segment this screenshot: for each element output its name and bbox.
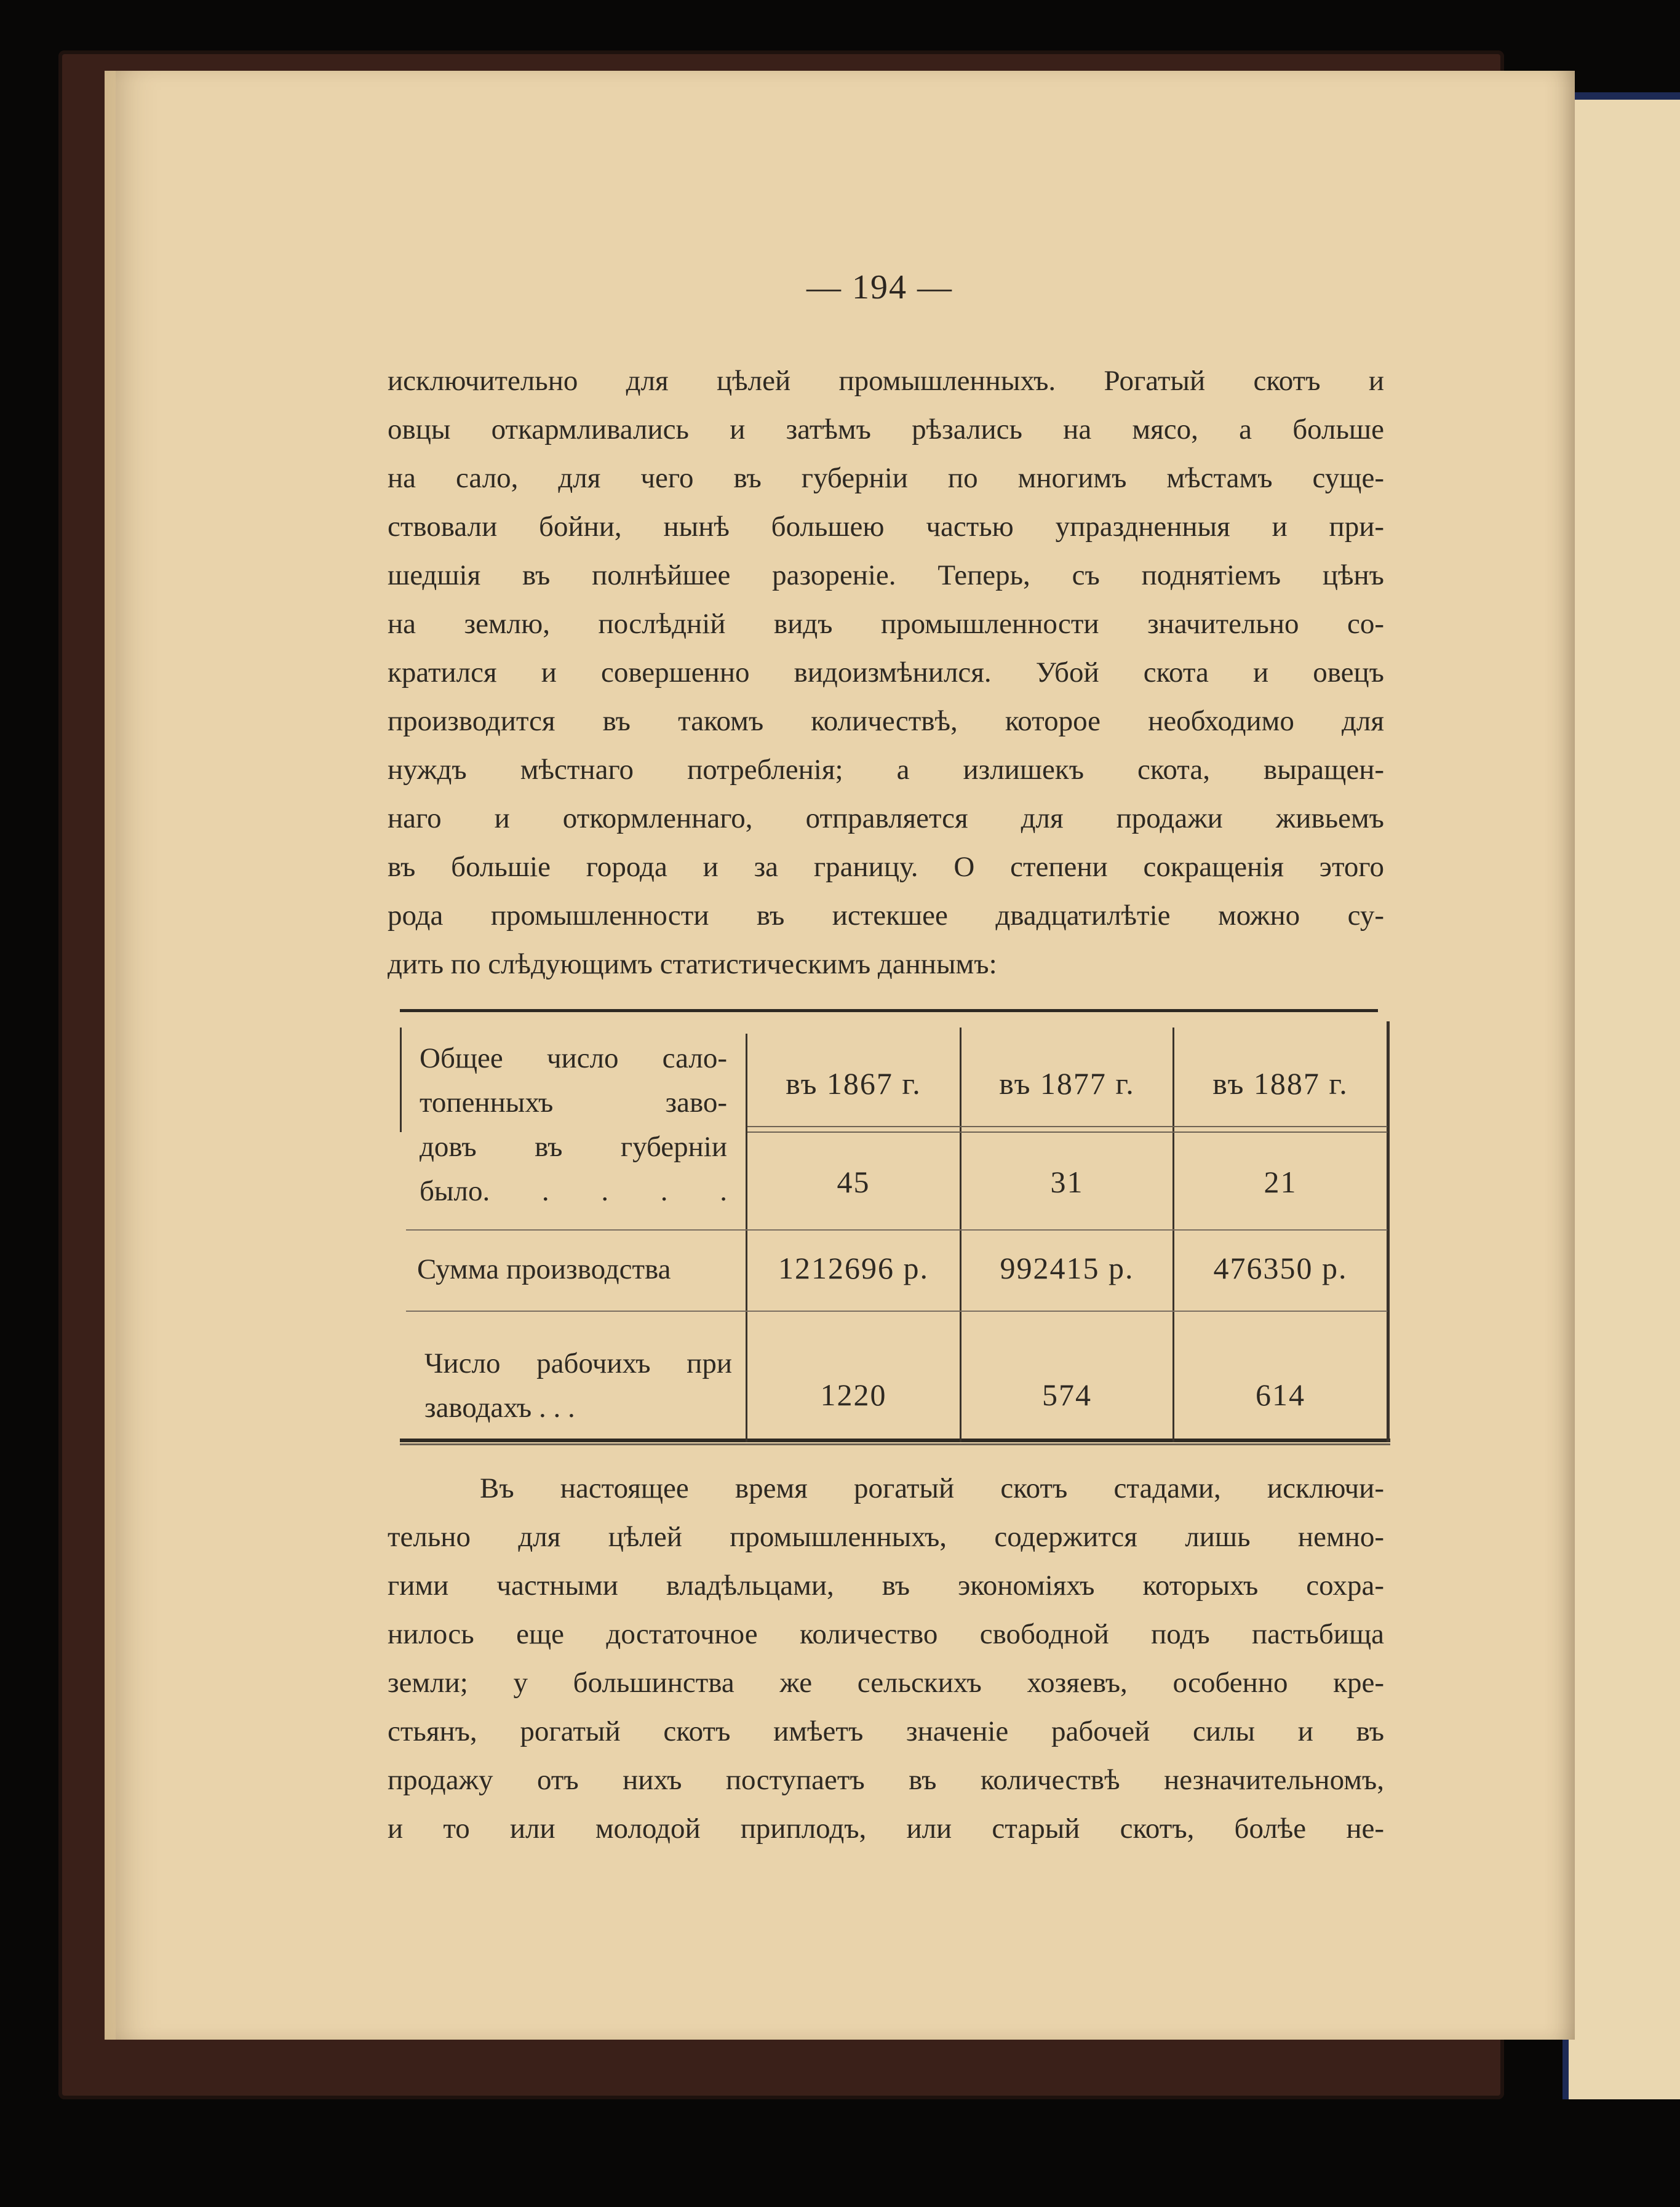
row1-label-line: Общее число сало- [420,1042,727,1074]
row2-value-1877: 992415 р. [1000,1251,1134,1285]
page-gutter-shadow [105,71,116,2040]
row1-value-1887: 21 [1264,1165,1297,1199]
text-line: наго и откормленнаго, отправляется для продажи живьемъ [388,802,1384,834]
table-row-rule [406,1229,1387,1231]
column-header-1877: въ 1877 г. [999,1066,1135,1101]
table-top-rule [400,1009,1378,1012]
text-line: шедшія въ полнѣйшее разореніе. Теперь, съ поднятіемъ цѣнъ [388,559,1384,591]
row1-label-line: было. . . . . [420,1175,727,1207]
table-right-border [1387,1021,1390,1442]
text-line: тельно для цѣлей промышленныхъ, содержится лишь немно- [388,1521,1384,1553]
text-line: производится въ такомъ количествѣ, которое необходимо для [388,705,1384,737]
text-line: овцы откармливались и затѣмъ рѣзались на мясо, а больше [388,413,1384,445]
text-line: земли; у большинства же сельскихъ хозяевъ, особенно кре- [388,1667,1384,1699]
table-row-rule [406,1311,1387,1312]
row1-value-1867: 45 [837,1165,870,1199]
column-header-1867: въ 1867 г. [786,1066,922,1101]
row2-label: Сумма производства [417,1253,671,1285]
column-header-1887: въ 1887 г. [1212,1066,1348,1101]
row1-label-line: довъ въ губерніи [420,1131,727,1163]
text-line: въ большіе города и за границу. О степени сокращенія этого [388,851,1384,883]
statistics-table [400,1009,1390,1447]
facing-page [1563,92,1680,2099]
table-left-border [400,1028,402,1132]
row1-label-line: топенныхъ заво- [420,1087,727,1119]
row3-label-line: Число рабочихъ при [424,1347,732,1379]
text-line: ствовали бойни, нынѣ большею частью упраздненныя и при- [388,511,1384,543]
row2-value-1867: 1212696 р. [778,1251,929,1285]
row1-label [420,1036,727,1213]
text-line: стьянъ, рогатый скотъ имѣетъ значеніе рабочей силы и въ [388,1715,1384,1747]
table-bottom-rule-thin [400,1443,1390,1445]
text-line: нилось еще достаточное количество свободной подъ пастьбища [388,1618,1384,1650]
paragraph-2 [388,1464,1384,1853]
table-header-rule [747,1126,1387,1133]
text-line: кратился и совершенно видоизмѣнился. Убой скота и овецъ [388,657,1384,688]
paragraph-1 [388,357,1384,989]
row3-label-line: заводахъ . . . [424,1392,575,1424]
text-line: на землю, послѣдній видъ промышленности значительно со- [388,608,1384,640]
row2-value-1887: 476350 р. [1213,1251,1348,1285]
row3-value-1867: 1220 [820,1378,887,1412]
table-bottom-rule [400,1439,1390,1442]
text-line: Въ настоящее время рогатый скотъ стадами, исключи- [480,1472,1384,1504]
text-line: рода промышленности въ истекшее двадцатилѣтіе можно су- [388,900,1384,932]
text-line: и то или молодой приплодъ, или старый скотъ, болѣе не- [388,1813,1384,1845]
row3-value-1887: 614 [1256,1378,1305,1412]
text-line: нуждъ мѣстнаго потребленія; а излишекъ скота, выращен- [388,754,1384,786]
row3-label [424,1341,732,1430]
text-line: на сало, для чего въ губерніи по многимъ мѣстамъ суще- [388,462,1384,494]
text-line: продажу отъ нихъ поступаетъ въ количествѣ незначительномъ, [388,1764,1384,1796]
text-line: гими частными владѣльцами, въ экономіяхъ которыхъ сохра- [388,1570,1384,1602]
row1-value-1877: 31 [1050,1165,1084,1199]
row3-value-1877: 574 [1042,1378,1092,1412]
page-number: — 194 — [806,268,953,306]
text-line: исключительно для цѣлей промышленныхъ. Рогатый скотъ и [388,365,1384,397]
text-line: дить по слѣдующимъ статистическимъ даннымъ: [388,948,997,980]
